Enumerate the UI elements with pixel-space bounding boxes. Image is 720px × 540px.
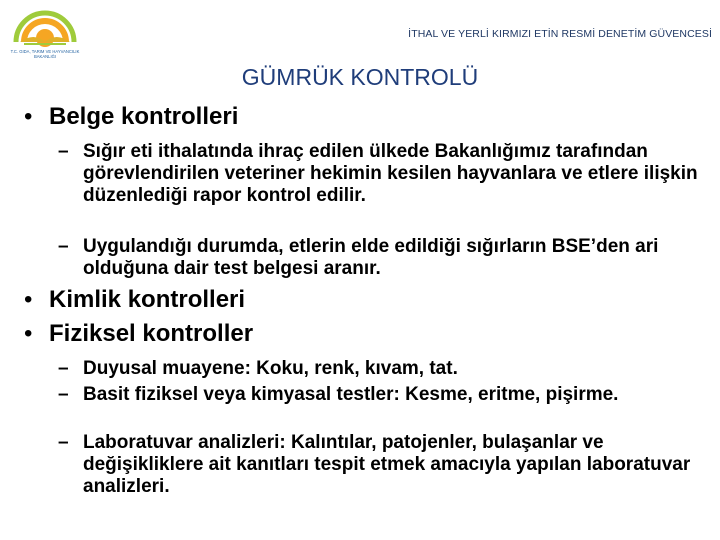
sub-item-text: Uygulandığı durumda, etlerin elde edildiği sığırların BSE’den ari olduğuna dair test belgesi aranır. [83,236,659,279]
bullet-label: Fiziksel kontroller [49,320,254,347]
bullet-label: Belge kontrolleri [49,103,239,130]
sub-item [58,384,708,406]
sub-item-text: Laboratuvar analizleri: Kalıntılar, patojenler, bulaşanlar ve değişikliklere ait kanıtları tespit etmek amacıyla yapılan laboratuvar analizleri. [83,432,691,497]
sub-item-text: Basit fiziksel veya kimyasal testler: Kesme, eritme, pişirme. [83,384,619,405]
ministry-logo-icon [4,2,86,62]
header-title: İTHAL VE YERLİ KIRMIZI ETİN RESMİ DENETİM GÜVENCESİ [408,28,712,40]
bullet-dot: • [24,320,33,347]
bullet-fiziksel-kontroller [24,320,253,348]
bullet-belge-kontrolleri [24,103,238,131]
sub-item [58,432,708,498]
sub-item-text: Duyusal muayene: Koku, renk, kıvam, tat. [83,358,458,379]
sub-dash: – [58,358,69,379]
bullet-dot: • [24,103,33,130]
bullet-label: Kimlik kontrolleri [49,286,246,313]
sub-item [58,358,708,380]
sub-dash: – [58,432,69,453]
sub-dash: – [58,236,69,257]
bullet-kimlik-kontrolleri [24,286,245,314]
sub-item [58,141,708,207]
svg-text:BAKANLIĞI: BAKANLIĞI [33,54,57,59]
sub-dash: – [58,141,69,162]
sub-dash: – [58,384,69,405]
logo-text: T.C. GIDA, TARIM VE HAYVANCILIK [10,49,80,54]
sub-item [58,236,708,280]
sub-item-text: Sığır eti ithalatında ihraç edilen ülkede Bakanlığımız tarafından görevlendirilen veteriner hekimin kesilen hayvanlara ve etlere ilişkin düzenlediği rapor kontrol edilir. [83,141,698,206]
ministry-logo [4,2,86,62]
slide-title: GÜMRÜK KONTROLÜ [241,64,479,90]
bullet-dot: • [24,286,33,313]
